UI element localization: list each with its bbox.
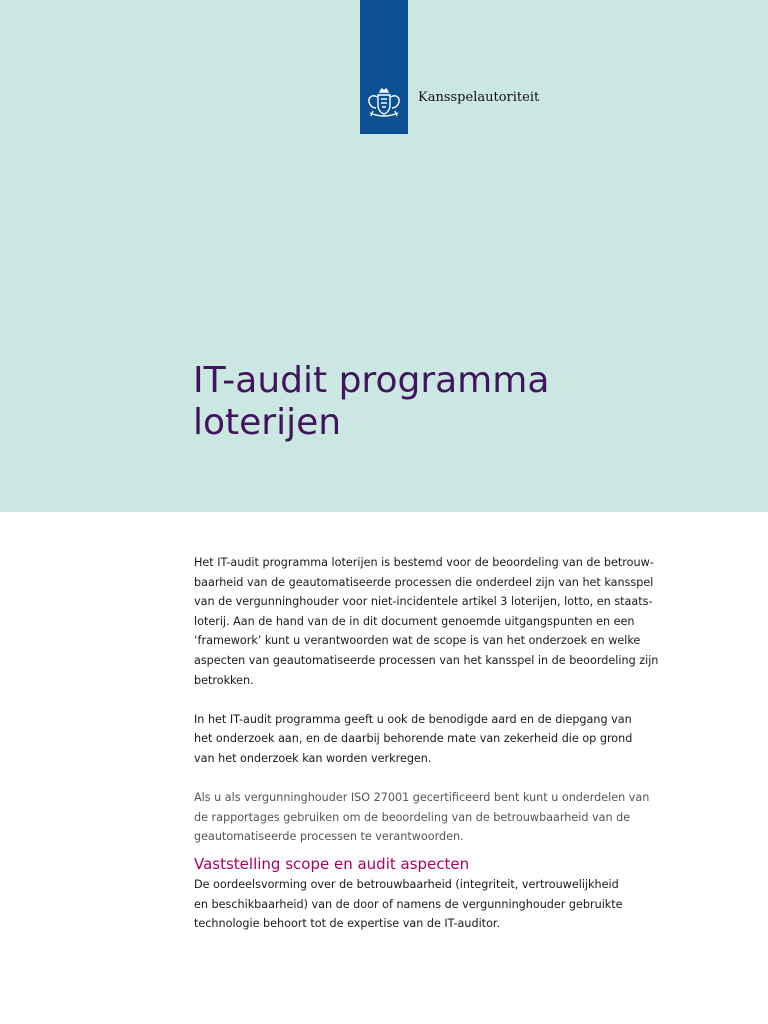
organization-name: Kansspelautoriteit [418,90,540,105]
section-paragraph [194,875,634,934]
text-line: De oordeelsvorming over de betrouwbaarheid (integriteit, vertrouwelijkheid [194,877,619,891]
title-line: loterijen [193,402,342,443]
text-line: van de vergunninghouder voor niet-incidentele artikel 3 loterijen, lotto, en staats- [194,595,653,609]
text-line: het onderzoek aan, en de daarbij behorende mate van zekerheid die op grond [194,732,633,746]
logo-bar [360,0,408,134]
section-heading: Vaststelling scope en audit aspecten [194,854,470,873]
title-line: IT-audit programma [193,360,550,401]
text-line: de rapportages gebruiken om de beoordeling van de betrouwbaarheid van de [194,810,631,824]
coat-of-arms-icon [364,86,404,122]
scope-paragraph [194,710,634,769]
text-line: technologie behoort tot de expertise van de IT-auditor. [194,917,501,931]
text-line: geautomatiseerde processen te verantwoorden. [194,830,464,844]
text-line: In het IT-audit programma geeft u ook de benodigde aard en de diepgang van [194,712,632,726]
text-line: loterij. Aan de hand van de in dit document genoemde uitgangspunten en een [194,614,635,628]
text-line: en beschikbaarheid) van de door of namens de vergunninghouder gebruikte [194,897,623,911]
document-title [193,360,713,444]
document-body [194,553,659,934]
text-line: aspecten van geautomatiseerde processen van het kansspel in de beoordeling zijn [194,653,659,667]
text-line: ‘framework’ kunt u verantwoorden wat de scope is van het onderzoek en welke [194,634,641,648]
iso-paragraph [194,788,650,847]
text-line: Als u als vergunninghouder ISO 27001 gecertificeerd bent kunt u onderdelen van [194,791,650,805]
text-line: baarheid van de geautomatiseerde processen die onderdeel zijn van het kansspel [194,575,654,589]
text-line: betrokken. [194,673,254,687]
text-line: van het onderzoek kan worden verkregen. [194,751,432,765]
intro-paragraph [194,553,659,690]
text-line: Het IT-audit programma loterijen is bestemd voor de beoordeling van de betrouw- [194,556,654,569]
